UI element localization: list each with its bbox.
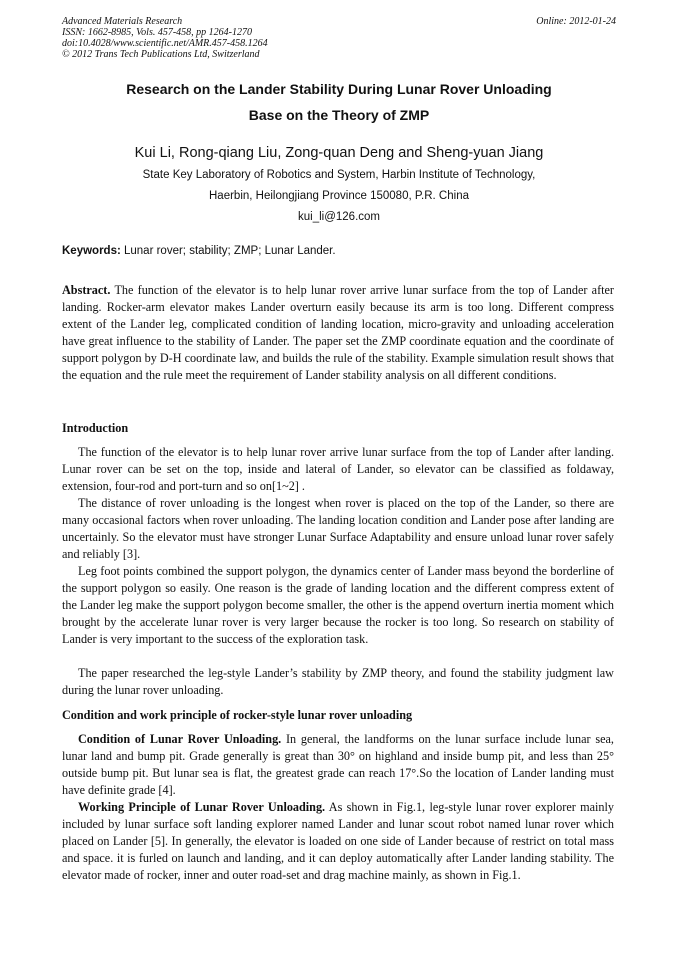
abstract-text: The function of the elevator is to help lunar rover arrive lunar surface from the top of Lander after landing. Rocker-arm elevator makes Lander overturn easily because its arm is too long. Different compress extent of the Lander leg, complicated condition of landing location, micro-gravity and unloading acceleration have great influence to the stability of Lander. The paper set the ZMP coordinate equation and the coordinate of support polygon by D-H coordinate law, and builds the rule of the stability. Example simulation result shows that the equation and the rule meet the requirement of Lander stability analysis on all different conditions. <box>62 283 614 382</box>
paper-title-line-1: Research on the Lander Stability During Lunar Rover Unloading <box>126 81 552 97</box>
abstract <box>62 282 614 384</box>
affiliation-line-2: Haerbin, Heilongjiang Province 150080, P.R. China <box>209 190 469 202</box>
journal-name: Advanced Materials Research <box>62 16 183 27</box>
condition-text-2: As shown in Fig.1, leg-style lunar rover explorer mainly included by lunar surface soft landing explorer named Lander and lunar scout robot named lunar rover which placed on Lander [5]. In generally, the elevator is loaded on one side of Lander because of restrict on total mass and space. it is furled on launch and landing, and it can deploy automatically after Lander landing stability. The elevator made of rocker, inner and outer road-set and drag machine mainly, as shown in Fig.1. <box>62 800 614 882</box>
condition-paragraph-2 <box>62 799 614 884</box>
online-date <box>536 16 616 27</box>
intro-paragraph-3: Leg foot points combined the support polygon, the dynamics center of Lander mass beyond the borderline of the support polygon so easily. One reason is the grade of landing location and the different compress extent of the Lander leg make the support polygon become smaller, the other is the append overturn inertia moment which brought by the accelerate lunar rover is very larger because the rocker is too long. So research on stability of Lander is very important to the success of the exploration task. <box>62 564 614 646</box>
keywords <box>62 245 336 257</box>
doi-line: doi:10.4028/www.scientific.net/AMR.457-458.1264 <box>62 38 268 49</box>
keywords-label: Keywords: <box>62 245 121 257</box>
copyright-line: © 2012 Trans Tech Publications Ltd, Switzerland <box>62 49 260 60</box>
condition-subheading-2: Working Principle of Lunar Rover Unloading. <box>78 800 326 814</box>
section-heading-introduction: Introduction <box>62 421 129 435</box>
online-date-text: Online: 2012-01-24 <box>536 16 616 27</box>
issn-line: ISSN: 1662-8985, Vols. 457-458, pp 1264-1270 <box>62 27 252 38</box>
condition-paragraph-1 <box>62 731 614 799</box>
intro-paragraph-2: The distance of rover unloading is the longest when rover is placed on the top of the Lander, so there are many occasional factors when rover unloading. The landing location condition and Lander pose after landing are uncertainly. So the elevator must have stronger Lunar Surface Adaptability and ensure unload lunar rover safely and reliably [3]. <box>62 496 614 561</box>
abstract-label: Abstract. <box>62 283 111 297</box>
author-email: kui_li@126.com <box>298 211 380 223</box>
publication-info <box>62 16 268 60</box>
keywords-text: Lunar rover; stability; ZMP; Lunar Lander. <box>120 245 336 257</box>
intro-paragraph-4: The paper researched the leg-style Lander’s stability by ZMP theory, and found the stability judgment law during the lunar rover unloading. <box>62 666 614 697</box>
author-list: Kui Li, Rong-qiang Liu, Zong-quan Deng and Sheng-yuan Jiang <box>134 145 544 161</box>
paper-title-line-2: Base on the Theory of ZMP <box>248 107 430 123</box>
intro-paragraph-1: The function of the elevator is to help lunar rover arrive lunar surface from the top of Lander after landing. Lunar rover can be set on the top, inside and lateral of Lander, so elevator can be classified as foldaway, extension, four-rod and port-turn and so on[1~2] . <box>62 445 614 493</box>
condition-text-1: In general, the landforms on the lunar surface include lunar sea, lunar land and bump pit. Grade generally is great than 30° on highland and inside bump pit, and less than 25° outside bump pit. But lunar sea is flat, the greatest grade can reach 17°.So the location of Lander landing must have definite grade [4]. <box>62 732 614 797</box>
affiliation-line-1: State Key Laboratory of Robotics and System, Harbin Institute of Technology, <box>142 169 536 181</box>
condition-subheading-1: Condition of Lunar Rover Unloading. <box>78 732 282 746</box>
section-heading-condition: Condition and work principle of rocker-style lunar rover unloading <box>62 708 413 722</box>
